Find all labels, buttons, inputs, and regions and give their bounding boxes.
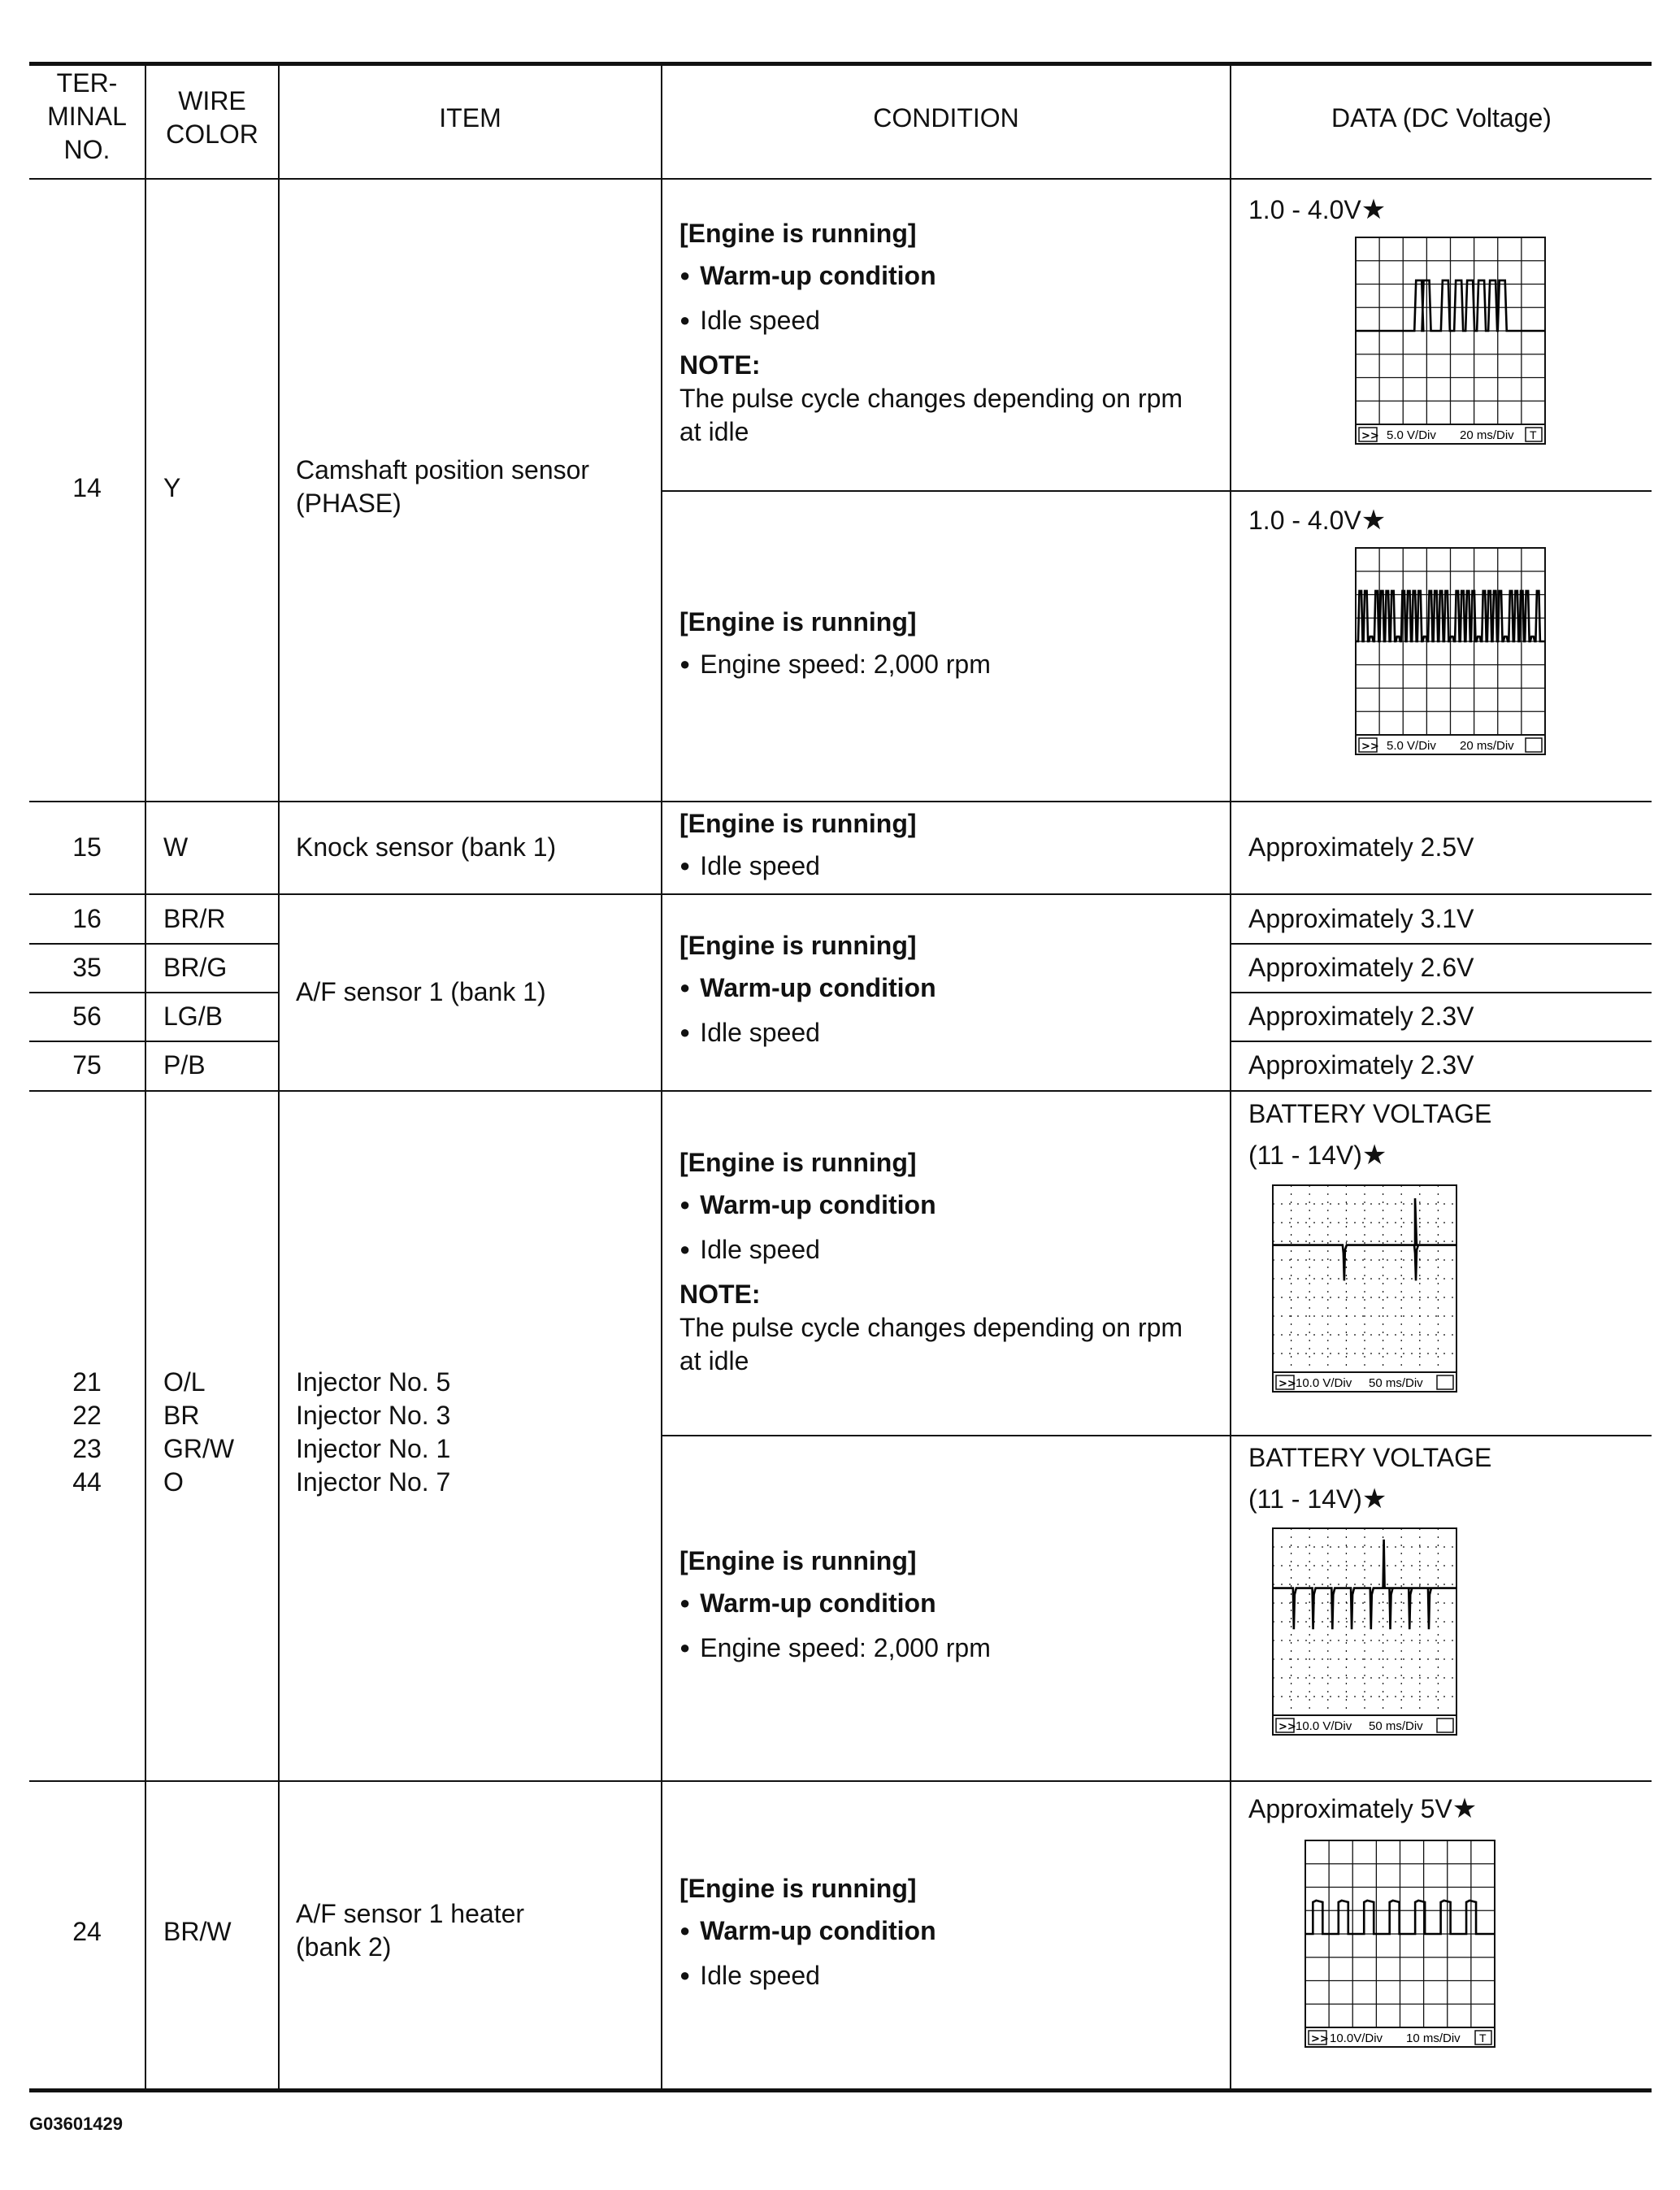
inj-terminal: 21	[72, 1367, 102, 1397]
header-bottom-rule	[29, 178, 1652, 180]
inj-terminal: 23	[72, 1434, 102, 1463]
oscilloscope-figure	[1304, 1839, 1496, 2049]
condition-bullet: ● Idle speed	[679, 1959, 936, 1995]
header-terminal-line3: NO.	[63, 135, 111, 164]
note-text-line2: at idle	[679, 417, 749, 446]
inj-items	[296, 1366, 450, 1499]
condition-title: [Engine is running]	[679, 1546, 917, 1575]
scope-trigger-label: T	[1479, 2031, 1487, 2044]
scope-scale-label: 10.0 V/Div	[1296, 1719, 1352, 1733]
af-terminal-1: 16	[72, 904, 102, 933]
row14-split-rule	[661, 490, 1652, 492]
row14-terminal: 14	[72, 473, 102, 502]
row14-condition-2	[679, 606, 991, 684]
inj-wires	[163, 1366, 234, 1499]
inj-bottom-rule	[29, 1780, 1652, 1782]
data-value: BATTERY VOLTAGE	[1248, 1099, 1492, 1128]
row14-data-1	[1248, 193, 1386, 227]
data-value: (11 - 14V)	[1248, 1484, 1362, 1514]
row14-data-2	[1248, 504, 1386, 537]
note-label: NOTE:	[679, 1280, 761, 1309]
data-value: BATTERY VOLTAGE	[1248, 1443, 1492, 1472]
header-terminal	[29, 67, 145, 167]
condition-bullet: ● Idle speed	[679, 849, 917, 885]
row24-item-line1: A/F sensor 1 heater	[296, 1899, 525, 1928]
condition-bullet: ● Warm-up condition	[679, 1188, 1183, 1224]
data-value: (11 - 14V)	[1248, 1141, 1362, 1170]
note-text-line1: The pulse cycle changes depending on rpm	[679, 1313, 1183, 1342]
af-sub-rule-2-left	[29, 992, 279, 993]
inj-item: Injector No. 1	[296, 1434, 451, 1463]
data-value: Approximately 5V	[1248, 1794, 1452, 1823]
condition-title: [Engine is running]	[679, 607, 917, 637]
inj-split-rule	[661, 1435, 1652, 1436]
af-condition	[679, 929, 936, 1052]
scope-scale-label: 50 ms/Div	[1369, 1376, 1423, 1390]
inj-data-1	[1248, 1097, 1491, 1172]
row15-data: Approximately 2.5V	[1248, 832, 1474, 862]
col-rule-1	[145, 63, 146, 2091]
row15-wire: W	[163, 832, 189, 862]
inj-condition-2	[679, 1545, 991, 1667]
af-bottom-rule	[29, 1090, 1652, 1092]
row15-bottom-rule	[29, 893, 1652, 895]
inj-item: Injector No. 5	[296, 1367, 451, 1397]
header-wire-line2: COLOR	[166, 119, 258, 149]
condition-title: [Engine is running]	[679, 1874, 917, 1903]
inj-wire: O	[163, 1467, 184, 1497]
scope-heater	[1304, 1839, 1496, 2049]
row15-condition	[679, 807, 917, 885]
scope-run-icon-glyph: >>	[1311, 2033, 1329, 2045]
af-terminal-4: 75	[72, 1050, 102, 1080]
scope-scale-label: 20 ms/Div	[1460, 739, 1514, 753]
af-wire-2: BR/G	[163, 953, 228, 982]
af-data-4: Approximately 2.3V	[1248, 1050, 1474, 1080]
condition-bullet: ● Warm-up condition	[679, 971, 936, 1007]
condition-bullet: ● Warm-up condition	[679, 1587, 991, 1623]
scope-run-icon-glyph: >>	[1278, 1721, 1296, 1733]
note-text-line1: The pulse cycle changes depending on rpm	[679, 384, 1183, 413]
af-data-1: Approximately 3.1V	[1248, 904, 1474, 933]
row15-terminal: 15	[72, 832, 102, 862]
row14-item	[296, 454, 589, 520]
condition-title: [Engine is running]	[679, 809, 917, 838]
header-wire-line1: WIRE	[178, 86, 246, 115]
condition-bullet: ● Idle speed	[679, 304, 1183, 340]
row15-item: Knock sensor (bank 1)	[296, 832, 557, 862]
row24-terminal: 24	[72, 1917, 102, 1946]
row24-item-line2: (bank 2)	[296, 1932, 392, 1962]
row14-condition-1	[679, 217, 1183, 449]
header-wire	[146, 85, 278, 151]
header-terminal-line2: MINAL	[47, 102, 127, 131]
scope-inj-2000	[1271, 1527, 1458, 1736]
table-bottom-rule	[29, 2088, 1652, 2092]
star-icon: ★	[1361, 1484, 1387, 1514]
oscilloscope-figure	[1354, 546, 1547, 756]
inj-terminals	[29, 1366, 145, 1499]
scope-cmp-idle	[1354, 236, 1547, 445]
scope-cmp-2000	[1354, 546, 1547, 756]
condition-bullet: ● Engine speed: 2,000 rpm	[679, 1632, 991, 1667]
af-wire-4: P/B	[163, 1050, 206, 1080]
star-icon: ★	[1361, 1140, 1387, 1171]
condition-bullet: ● Warm-up condition	[679, 259, 1183, 295]
note-label: NOTE:	[679, 350, 761, 380]
af-terminal-2: 35	[72, 953, 102, 982]
af-sub-rule-1-right	[1231, 943, 1652, 945]
row24-condition	[679, 1872, 936, 1995]
af-sub-rule-2-right	[1231, 992, 1652, 993]
inj-data-2	[1248, 1441, 1491, 1516]
condition-title: [Engine is running]	[679, 219, 917, 248]
scope-trigger-label: T	[1530, 428, 1537, 441]
scope-trigger-box	[1526, 738, 1542, 752]
row24-wire: BR/W	[163, 1917, 232, 1946]
scope-frame	[1273, 1528, 1456, 1735]
col-rule-2	[278, 63, 280, 2091]
af-wire-1: BR/R	[163, 904, 226, 933]
col-rule-4	[1230, 63, 1231, 2091]
inj-item: Injector No. 7	[296, 1467, 451, 1497]
inj-wire: O/L	[163, 1367, 206, 1397]
condition-bullet: ● Warm-up condition	[679, 1914, 936, 1950]
row24-data	[1248, 1792, 1477, 1826]
star-icon: ★	[1361, 194, 1387, 225]
oscilloscope-figure	[1271, 1527, 1458, 1736]
inj-condition-1	[679, 1146, 1183, 1378]
inj-wire: BR	[163, 1401, 200, 1430]
scope-scale-label: 20 ms/Div	[1460, 428, 1514, 442]
scope-trigger-box	[1437, 1375, 1453, 1389]
condition-title: [Engine is running]	[679, 931, 917, 960]
table-top-rule	[29, 62, 1652, 66]
header-terminal-line1: TER-	[56, 68, 118, 98]
condition-bullet: ● Idle speed	[679, 1233, 1183, 1269]
row14-item-line2: (PHASE)	[296, 489, 402, 518]
header-condition: CONDITION	[873, 103, 1019, 133]
oscilloscope-figure	[1271, 1184, 1458, 1393]
oscilloscope-figure	[1354, 236, 1547, 445]
header-data: DATA (DC Voltage)	[1331, 103, 1552, 133]
inj-item: Injector No. 3	[296, 1401, 451, 1430]
scope-trigger-box	[1437, 1719, 1453, 1732]
af-wire-3: LG/B	[163, 1002, 223, 1031]
scope-frame	[1273, 1185, 1456, 1392]
inj-wire: GR/W	[163, 1434, 235, 1463]
figure-code: G03601429	[29, 2114, 123, 2134]
scope-scale-label: 50 ms/Div	[1369, 1719, 1423, 1733]
col-rule-3	[661, 63, 662, 2091]
af-item: A/F sensor 1 (bank 1)	[296, 977, 546, 1006]
scope-scale-label: 10 ms/Div	[1406, 2031, 1461, 2045]
row14-item-line1: Camshaft position sensor	[296, 455, 590, 484]
data-value: 1.0 - 4.0V	[1248, 195, 1361, 224]
af-sub-rule-1-left	[29, 943, 279, 945]
scope-scale-label: 10.0 V/Div	[1296, 1376, 1352, 1390]
row14-wire: Y	[163, 473, 181, 502]
inj-terminal: 22	[72, 1401, 102, 1430]
row14-bottom-rule	[29, 801, 1652, 802]
scope-inj-idle	[1271, 1184, 1458, 1393]
row24-item	[296, 1897, 524, 1964]
note-text-line2: at idle	[679, 1346, 749, 1375]
scope-scale-label: 5.0 V/Div	[1387, 739, 1436, 753]
star-icon: ★	[1361, 505, 1387, 536]
condition-title: [Engine is running]	[679, 1148, 917, 1177]
af-terminal-3: 56	[72, 1002, 102, 1031]
af-sub-rule-3-left	[29, 1041, 279, 1042]
af-sub-rule-3-right	[1231, 1041, 1652, 1042]
condition-bullet: ● Engine speed: 2,000 rpm	[679, 648, 991, 684]
scope-run-icon-glyph: >>	[1278, 1378, 1296, 1390]
inj-terminal: 44	[72, 1467, 102, 1497]
af-data-2: Approximately 2.6V	[1248, 953, 1474, 982]
af-data-3: Approximately 2.3V	[1248, 1002, 1474, 1031]
scope-run-icon-glyph: >>	[1361, 741, 1379, 753]
data-value: 1.0 - 4.0V	[1248, 506, 1361, 535]
header-item: ITEM	[439, 103, 501, 133]
scope-scale-label: 10.0V/Div	[1330, 2031, 1383, 2045]
scope-run-icon-glyph: >>	[1361, 430, 1379, 442]
scope-scale-label: 5.0 V/Div	[1387, 428, 1436, 442]
condition-bullet: ● Idle speed	[679, 1016, 936, 1052]
star-icon: ★	[1452, 1793, 1478, 1824]
